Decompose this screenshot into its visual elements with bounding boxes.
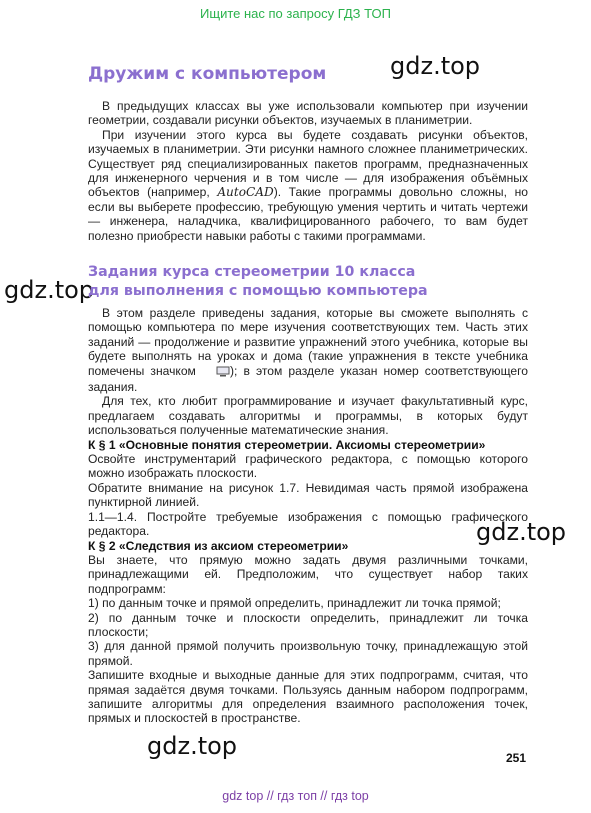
intro-text (88, 99, 528, 243)
text: При изучении этого курса вы будете создавать рисунки объектов, изучаемых в планиметрии. Эти рисунки намного сложнее планиметрических. Существует ряд специализированных пакетов программ, предназначенных для инженерного черчения и в том числе — для изображения объёмных объектов (например, (88, 127, 528, 200)
computer-icon (202, 366, 230, 380)
paragraph: Освойте инструментарий графического редактора, с помощью которого можно изображать плоскости. (88, 452, 528, 481)
watermark: gdz.top (4, 276, 95, 304)
text: ). Такие программы довольно сложны, но если вы выберете профессию, требующую умения чертить и читать чертежи — инженера, наладчика, квалифицированного рабочего, то вам будет полезно приобрести навыки работы с такими программами. (88, 185, 528, 243)
paragraph: Обратите внимание на рисунок 1.7. Невидимая часть прямой изображена пунктирной линией. (88, 480, 528, 510)
watermark: gdz.top (476, 518, 567, 546)
list-item: 1) по данным точке и прямой определить, принадлежит ли точка прямой; (88, 596, 501, 611)
subsection-title: К § 2 «Следствия из аксиом стереометрии» (88, 538, 349, 553)
list-item: 3) для данной прямой получить произвольную точку, принадлежащую этой прямой. (88, 639, 528, 668)
watermark: gdz.top (390, 52, 481, 80)
heading-line: для выполнения с помощью компьютера (88, 283, 428, 299)
paragraph (88, 306, 528, 394)
watermark: gdz.top (147, 732, 238, 760)
heading-line: Задания курса стереометрии 10 класса (88, 264, 416, 280)
tasks-text (88, 306, 528, 726)
footer-links[interactable]: gdz top // гдз топ // гдз top (222, 789, 369, 803)
paragraph (88, 128, 528, 243)
text: В этом разделе приведены задания, которые вы сможете выполнять с помощью компьютера по мере изучения соответствующих тем. Часть этих заданий — продолжение и развитие упражнений этого учебника, которые вы будете выполнять на уроках и дома (такие упражнения в тексте учебника помечены значком (88, 306, 528, 378)
section-heading: Дружим с компьютером (88, 64, 327, 84)
software-name: AutoCAD (217, 185, 274, 200)
subsection-title: К § 1 «Основные понятия стереометрии. Аксиомы стереометрии» (88, 437, 486, 452)
top-banner: Ищите нас по запросу ГДЗ ТОП (200, 6, 391, 21)
paragraph: Вы знаете, что прямую можно задать двумя различными точками, принадлежащими ей. Предположим, что существует набор таких подпрограмм: (88, 552, 528, 596)
paragraph: 1.1—1.4. Постройте требуемые изображения с помощью графического редактора. (88, 509, 528, 539)
paragraph: В предыдущих классах вы уже использовали компьютер при изучении геометрии, создавали рисунки объектов, изучаемых в планиметрии. (88, 99, 528, 128)
section-heading (88, 263, 428, 301)
paragraph: Для тех, кто любит программирование и изучает факультативный курс, предлагаем создавать алгоритмы и программы, в которых будут использоваться полученные математические знания. (88, 394, 528, 438)
list-item: 2) по данным точке и плоскости определить, принадлежит ли точка плоскости; (88, 610, 528, 639)
paragraph: Запишите входные и выходные данные для этих подпрограмм, считая, что прямая задаётся двумя точками. Пользуясь данным набором подпрограмм, запишите алгоритмы для определения взаимного расположения точек, прямых и плоскостей в пространстве. (88, 668, 528, 726)
text: ); в этом разделе указан номер соответствующего задания. (88, 363, 529, 395)
page-number: 251 (506, 751, 527, 765)
